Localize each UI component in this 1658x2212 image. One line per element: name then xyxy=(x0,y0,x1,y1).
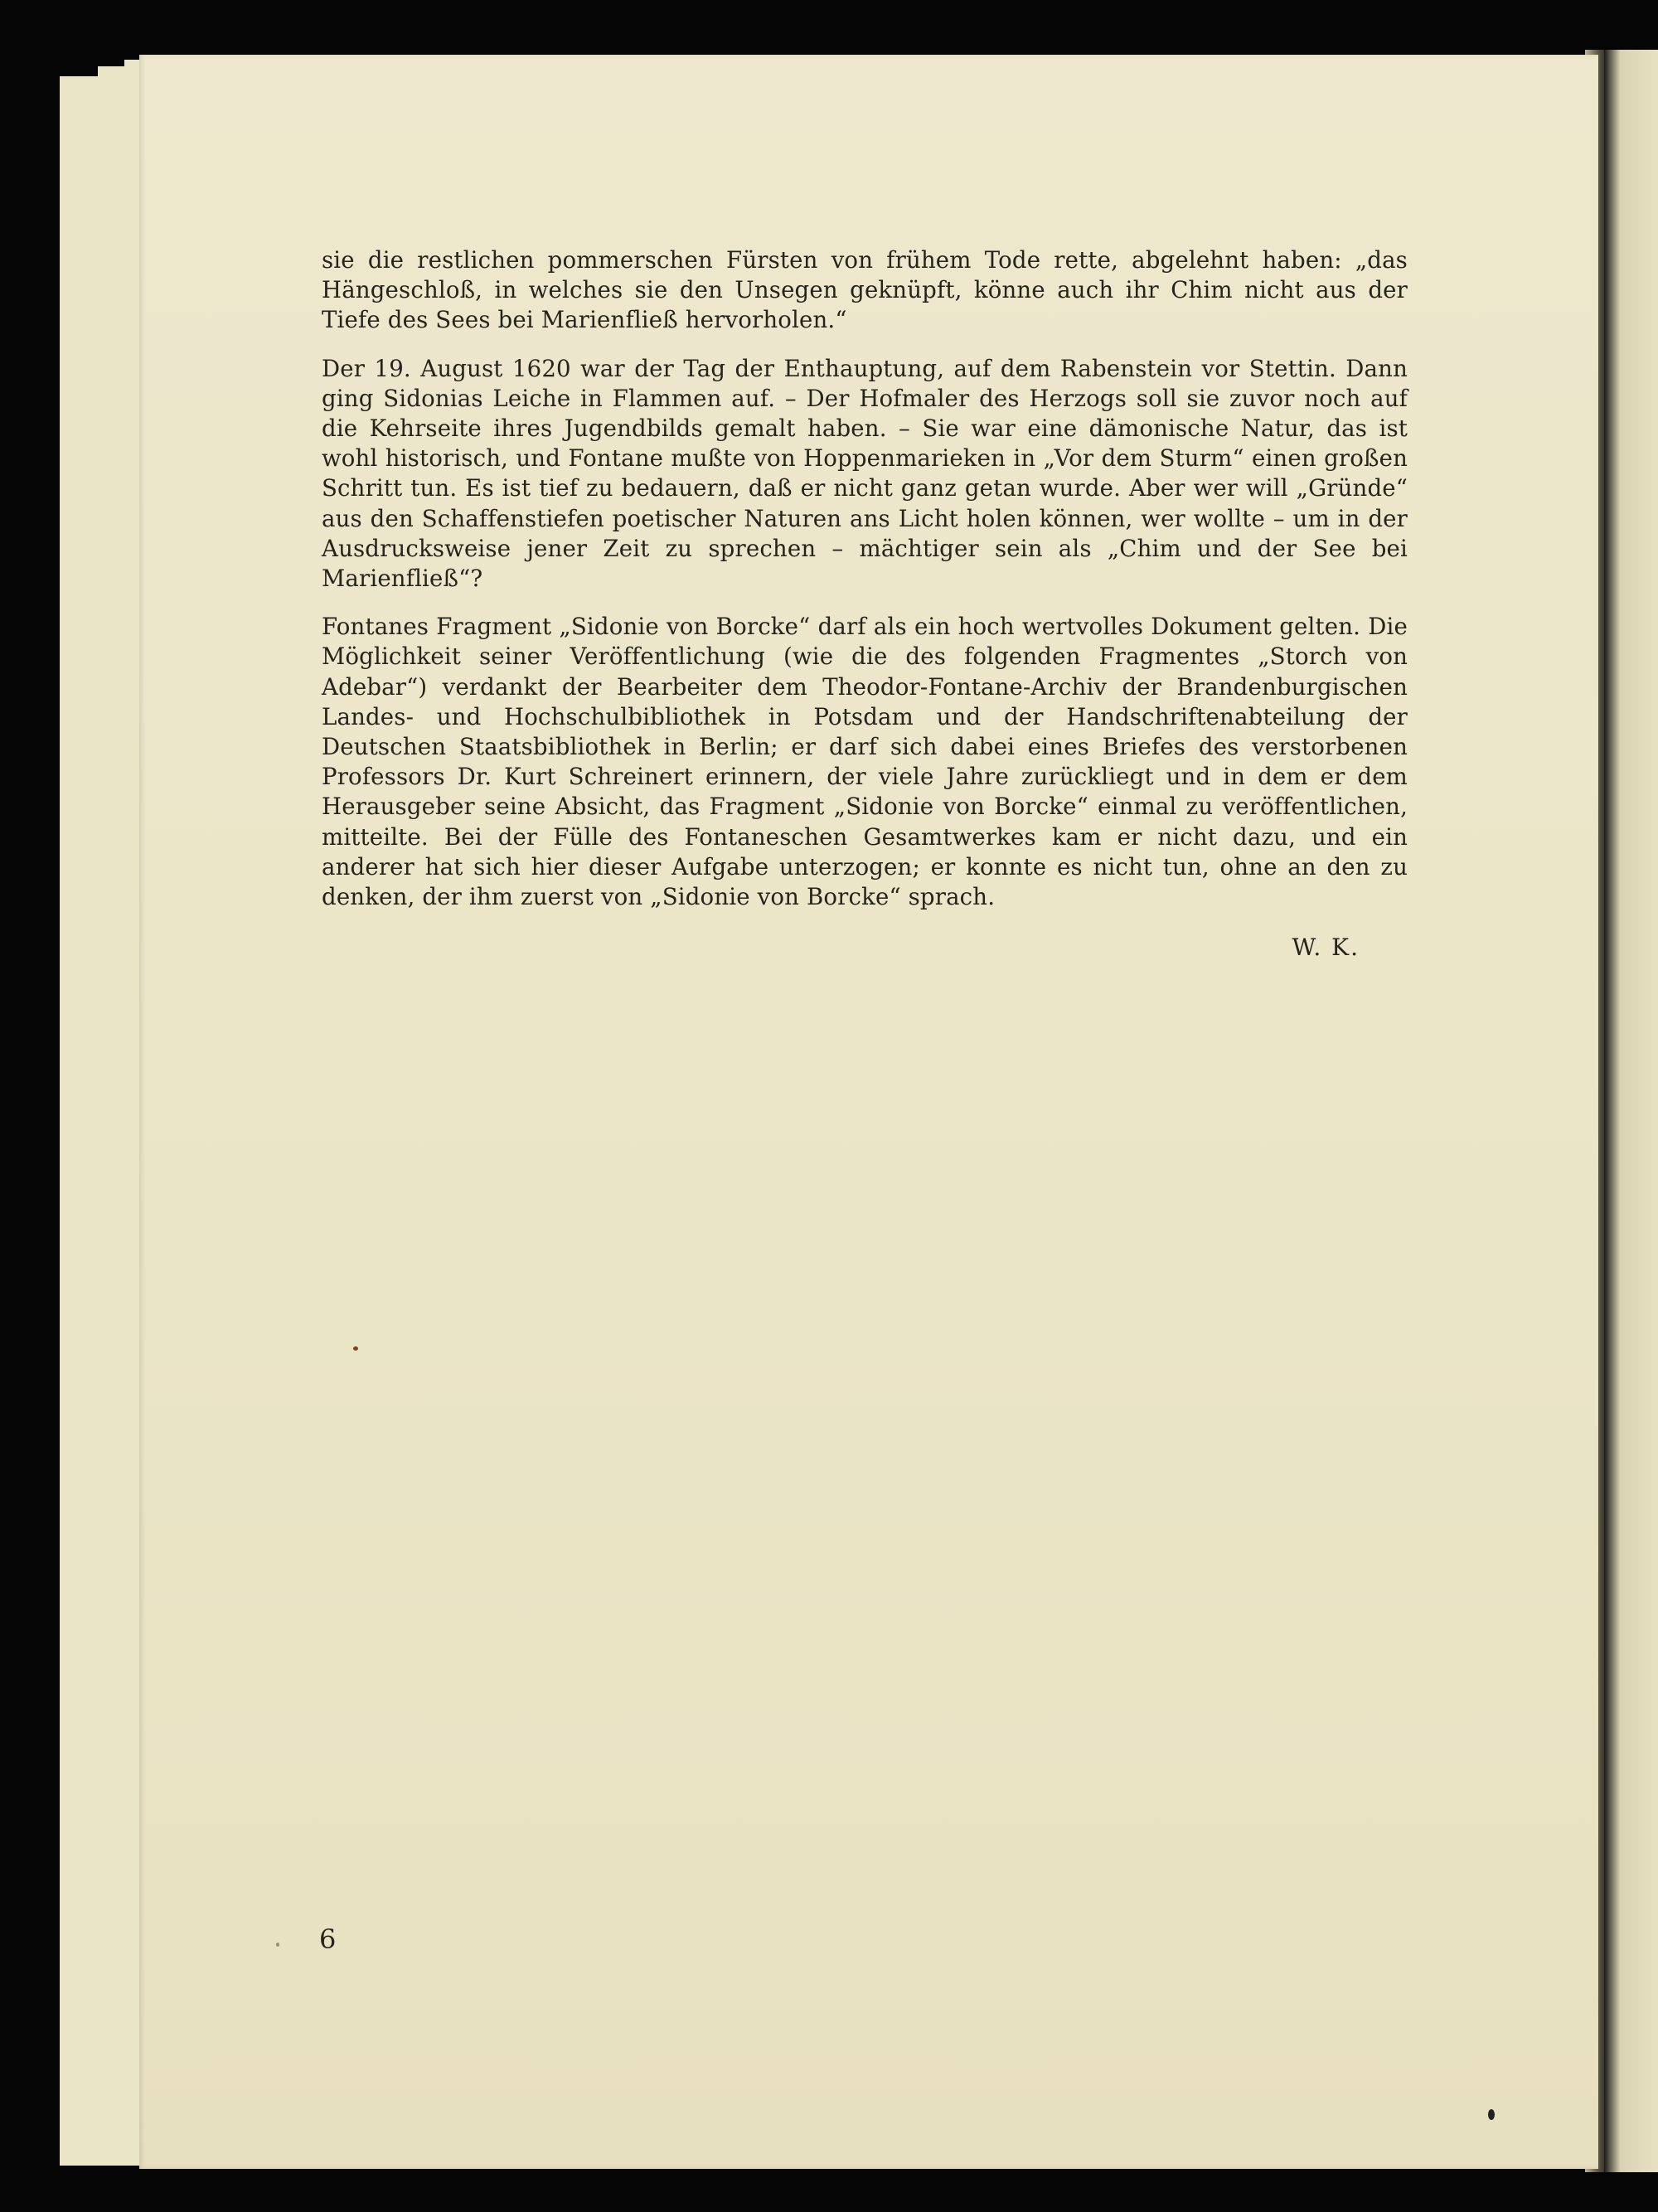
ink-speck xyxy=(276,1943,279,1947)
page-number: 6 xyxy=(319,1923,337,1955)
ink-speck xyxy=(1488,2109,1495,2120)
paragraph: Der 19. August 1620 war der Tag der Enthauptung, auf dem Rabenstein vor Stettin. Dann ging Sidonias Leiche in Flammen auf. – Der Hofmaler des Herzogs soll sie zuvor noch auf die Kehrseite ihres Jugendbilds gemalt haben. – Sie war eine dämonische Natur, das ist wohl historisch, und Fontane mußte von Hoppenmarieken in „Vor dem Sturm“ einen großen Schritt tun. Es ist tief zu bedauern, daß er nicht ganz getan wurde. Aber wer will „Gründe“ aus den Schaffenstiefen poetischer Naturen ans Licht holen können, wer wollte – um in der Ausdrucksweise jener Zeit zu sprechen – mächtiger sein als „Chim und der See bei Marienfließ“? xyxy=(322,354,1408,593)
ink-speck xyxy=(353,1346,358,1351)
paragraph: sie die restlichen pommerschen Fürsten von frühem Tode rette, abgelehnt haben: „das Hängeschloß, in welches sie den Unsegen geknüpft, könne auch ihr Chim nicht aus der Tiefe des Sees bei Marienfließ hervorholen.“ xyxy=(322,246,1408,334)
paragraph: Fontanes Fragment „Sidonie von Borcke“ darf als ein hoch wertvolles Dokument gelten. Die Möglichkeit seiner Veröffentlichung (wie die des folgenden Fragmentes „Storch von Adebar“) verdankt der Bearbeiter dem Theodor-Fontane-Archiv der Brandenburgischen Landes- und Hochschulbibliothek in Potsdam und der Handschriftenabteilung der Deutschen Staatsbibliothek in Berlin; er darf sich dabei eines Briefes des verstorbenen Professors Dr. Kurt Schreinert erinnern, der viele Jahre zurückliegt und in dem er dem Herausgeber seine Absicht, das Fragment „Sidonie von Borcke“ einmal zu veröffentlichen, mitteilte. Bei der Fülle des Fontaneschen Gesamtwerkes kam er nicht dazu, und ein anderer hat sich hier dieser Aufgabe unterzogen; er konnte es nicht tun, ohne an den zu denken, der ihm zuerst von „Sidonie von Borcke“ sprach. xyxy=(322,613,1408,911)
facing-page-edge xyxy=(1604,50,1658,2172)
author-initials: W. K. xyxy=(1292,934,1360,961)
body-text xyxy=(322,245,1408,930)
